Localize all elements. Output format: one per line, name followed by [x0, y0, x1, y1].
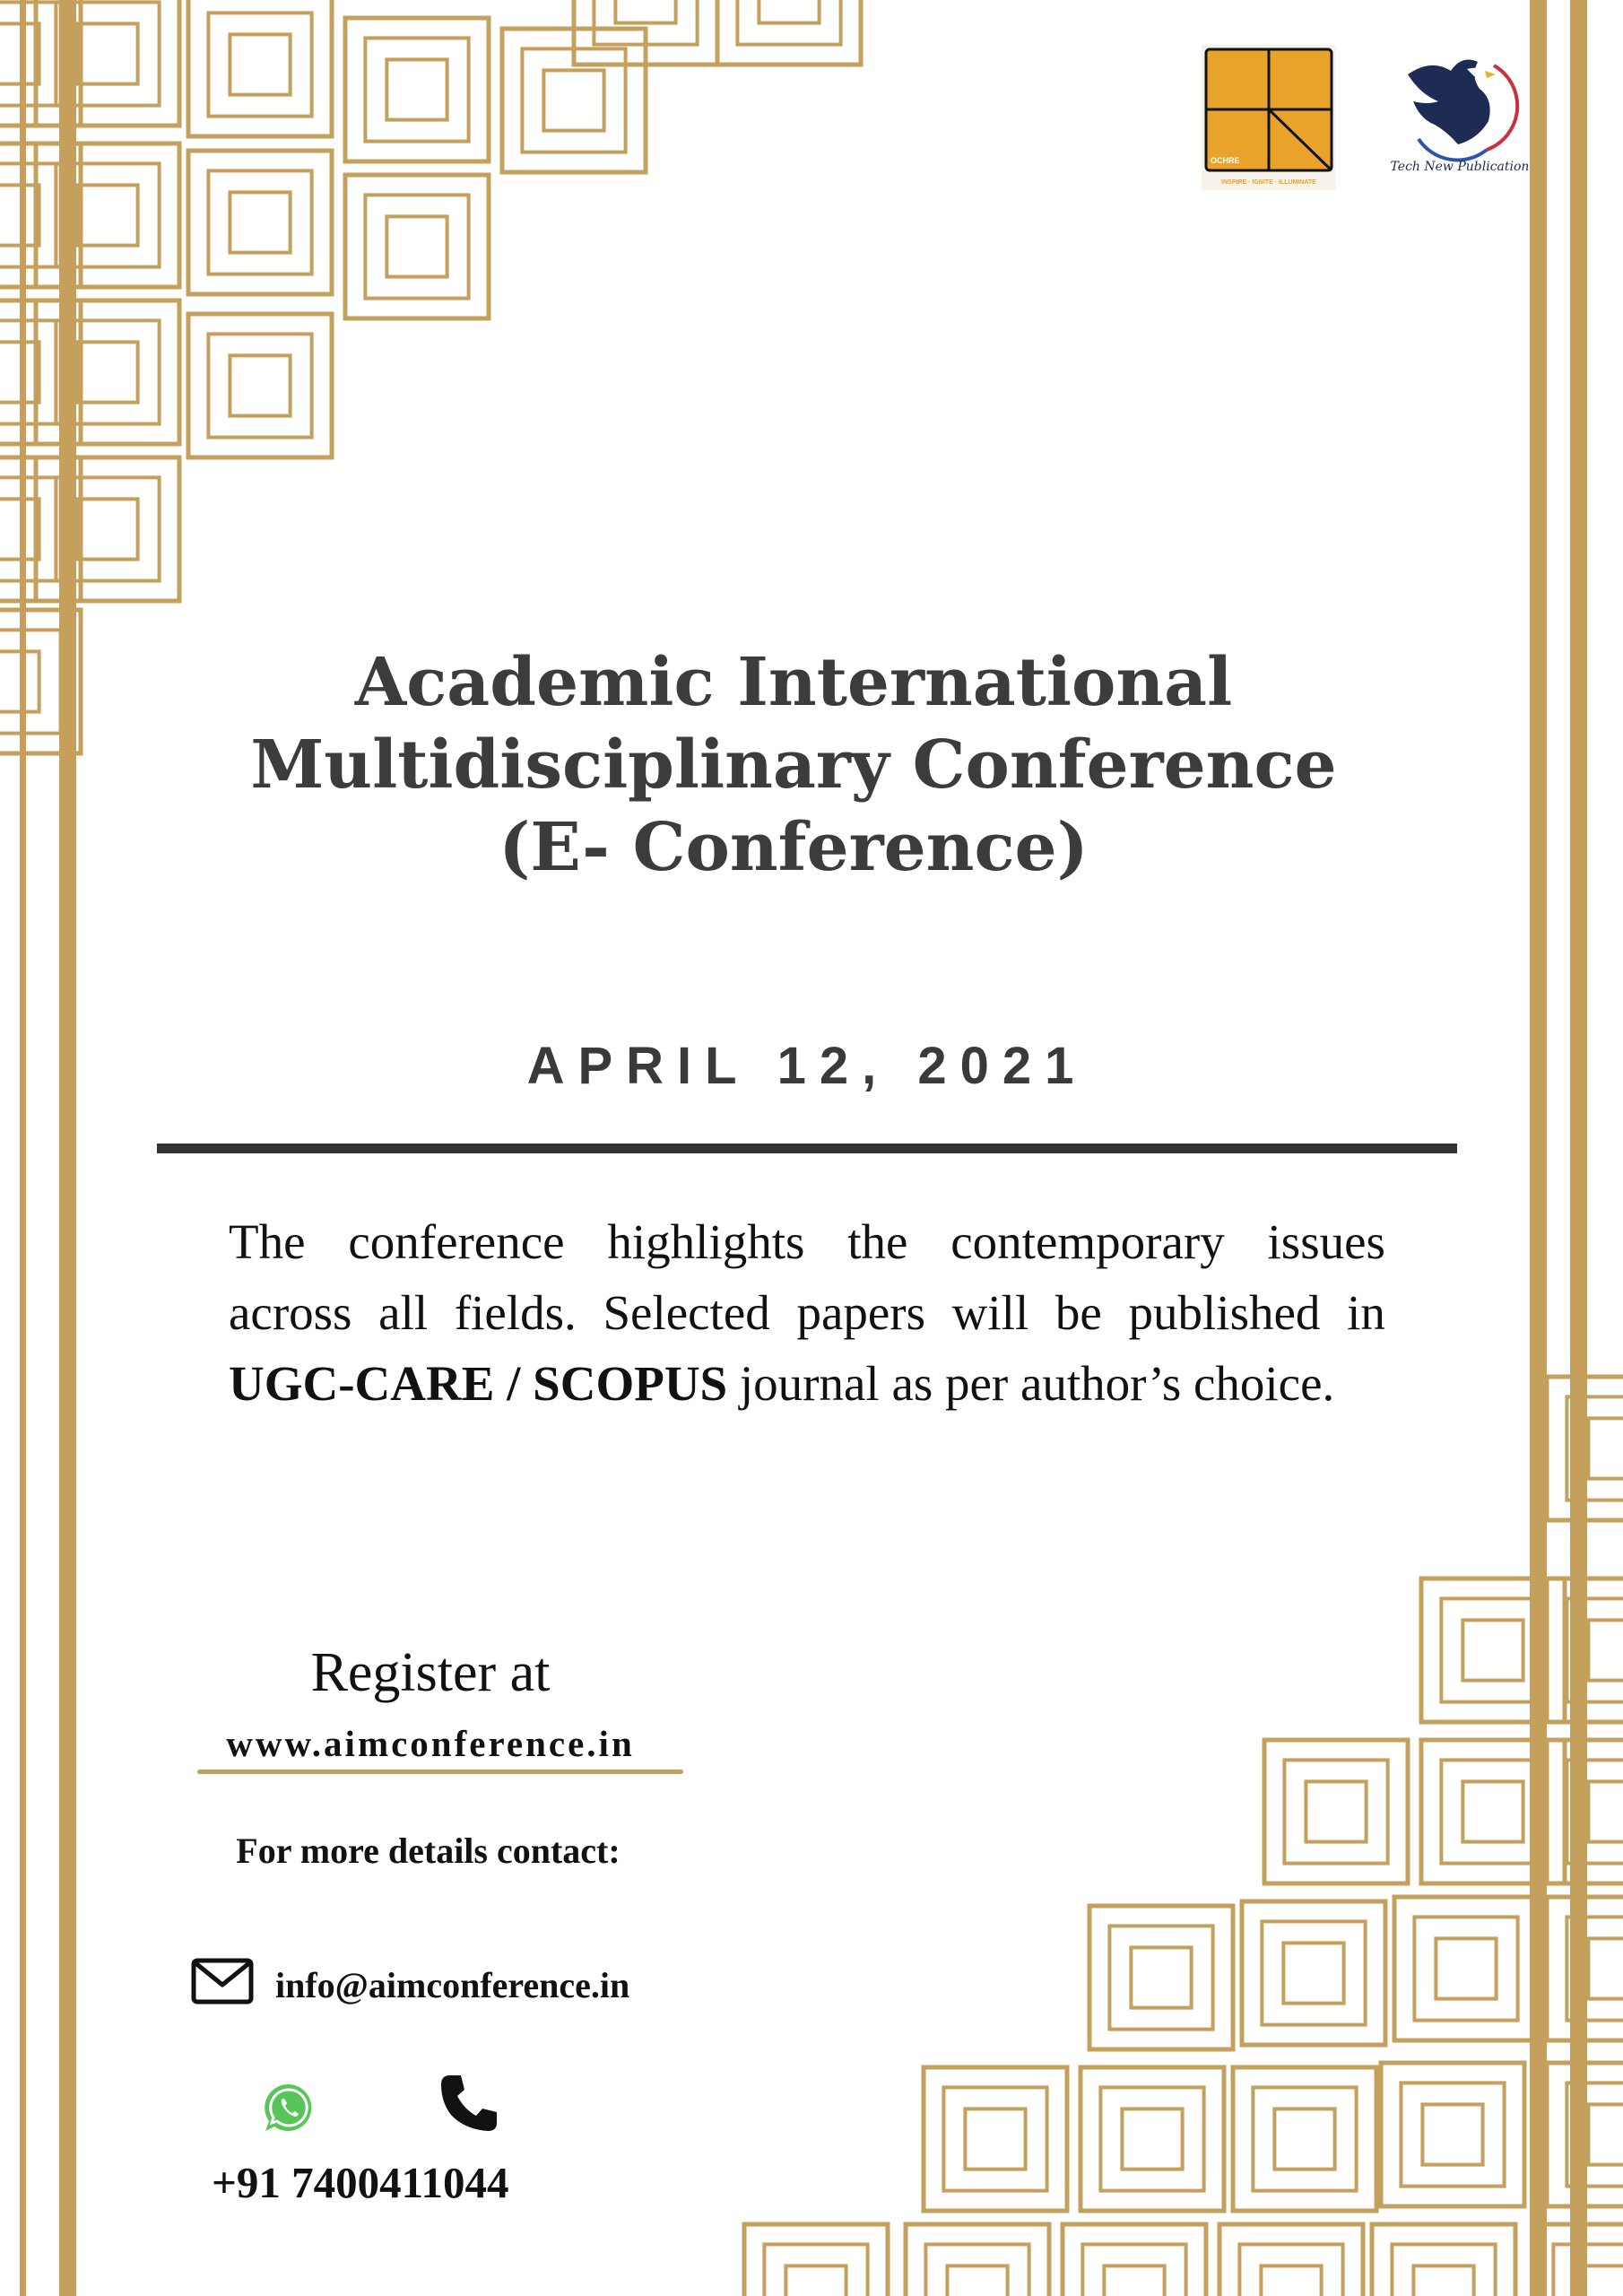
pattern-square [1413, 2266, 1473, 2296]
pattern-square [785, 2266, 846, 2296]
description-word: will [951, 1285, 1029, 1340]
pattern-square [1082, 2244, 1185, 2296]
pattern-square [1588, 1418, 1623, 1478]
pattern-square [1392, 2244, 1495, 2296]
description-word: published [1128, 1285, 1321, 1340]
pattern-square [947, 2266, 1007, 2296]
svg-text:OCHRE: OCHRE [1211, 156, 1240, 165]
title-line-1: Academic International [354, 644, 1233, 721]
pattern-square [208, 13, 311, 116]
pattern-square [386, 216, 447, 276]
conference-date: APRIL 12, 2021 [526, 1037, 1088, 1095]
pattern-square [1131, 1947, 1191, 2007]
pattern-square [965, 2109, 1025, 2169]
description-word: be [1055, 1285, 1102, 1340]
pattern-square [1253, 2087, 1356, 2190]
pattern-square [1104, 2266, 1164, 2296]
pattern-square [0, 477, 61, 580]
description-word: fields. [454, 1285, 577, 1340]
pattern-square [77, 499, 137, 559]
ochre-logo [1202, 45, 1336, 195]
description-line-2 [229, 1277, 1385, 1348]
pattern-square [1401, 2083, 1504, 2186]
description-line-1 [229, 1206, 1385, 1277]
description-word: contemporary [950, 1214, 1225, 1269]
pattern-square [764, 2244, 867, 2296]
pattern-square [386, 59, 447, 119]
pattern-square [925, 2244, 1028, 2296]
right-border-bar-inner [1530, 0, 1547, 2296]
svg-text:INSPIRE · IGNITE · ILLUMINATE: INSPIRE · IGNITE · ILLUMINATE [1221, 179, 1316, 186]
description-word: across [229, 1285, 352, 1340]
pattern-square [0, 320, 61, 423]
pattern-square [1262, 1921, 1365, 2024]
register-label: Register at [310, 1642, 551, 1703]
page-title [179, 641, 1408, 889]
description-word: The [229, 1214, 306, 1269]
title-line-2: Multidisciplinary Conference [250, 726, 1337, 804]
phone-icon [438, 2072, 500, 2139]
description-word: the [847, 1214, 908, 1269]
pattern-square [1588, 2104, 1623, 2164]
description-word: all [378, 1285, 429, 1340]
left-border-bar-outer [20, 0, 26, 2296]
pattern-square [543, 70, 603, 130]
pattern-square [1414, 1917, 1517, 2020]
pattern-square [0, 2, 61, 105]
description-line-3 [229, 1348, 1385, 1419]
whatsapp-icon [263, 2081, 315, 2139]
register-underline [197, 1770, 683, 1774]
pattern-square [230, 355, 290, 415]
pattern-square [1422, 2104, 1482, 2164]
pattern-square [1306, 1781, 1366, 1841]
pattern-square [77, 185, 137, 245]
pattern-square [208, 170, 311, 274]
pattern-square [943, 2087, 1046, 2190]
description-line-3-rest: journal as per author’s choice. [727, 1356, 1335, 1411]
pattern-square [1588, 1781, 1623, 1841]
title-line-3: (E- Conference) [499, 809, 1089, 886]
contact-label: For more details contact: [236, 1831, 621, 1871]
pattern-square [365, 38, 468, 141]
pattern-square [1122, 2109, 1182, 2169]
pattern-square [1462, 1781, 1523, 1841]
pattern-square [230, 192, 290, 252]
pattern-square [230, 34, 290, 94]
pattern-square [759, 0, 819, 23]
description-word: highlights [607, 1214, 805, 1269]
pattern-square [365, 195, 468, 298]
left-border-bar-inner [59, 0, 76, 2296]
description-word: papers [796, 1285, 925, 1340]
pattern-square [1284, 1760, 1387, 1863]
pattern-square [208, 334, 311, 437]
pattern-square [1436, 1938, 1496, 1998]
pattern-square [1109, 1926, 1212, 2029]
tech-new-publication-logo [1388, 49, 1532, 188]
pattern-square [1239, 2244, 1342, 2296]
pattern-square [0, 163, 61, 266]
pattern-square [1274, 2109, 1334, 2169]
pattern-square [1462, 1620, 1523, 1680]
pattern-square [77, 342, 137, 402]
phone-number[interactable]: +91 7400411044 [212, 2158, 509, 2207]
description-word: conference [348, 1214, 565, 1269]
pattern-square [1588, 1620, 1623, 1680]
register-link[interactable]: www.aimconference.in [226, 1723, 635, 1764]
mail-icon [191, 1958, 254, 2009]
indexing-highlight: UGC-CARE / SCOPUS [229, 1356, 728, 1411]
description [229, 1206, 1385, 1419]
right-border-bar-outer [1570, 0, 1587, 2296]
svg-text:Tech New Publication: Tech New Publication [1390, 160, 1530, 174]
description-word: Selected [603, 1285, 770, 1340]
divider-rule [157, 1144, 1457, 1153]
pattern-square [1553, 2244, 1623, 2296]
description-word: issues [1267, 1214, 1385, 1269]
pattern-square [0, 630, 61, 733]
pattern-square [1100, 2087, 1203, 2190]
pattern-square [615, 0, 675, 23]
email-link[interactable]: info@aimconference.in [275, 1965, 630, 2005]
pattern-square [1588, 1938, 1623, 1998]
pattern-square [1283, 1943, 1343, 2003]
pattern-square [1261, 2266, 1321, 2296]
description-word: in [1347, 1285, 1385, 1340]
pattern-square [77, 23, 137, 83]
